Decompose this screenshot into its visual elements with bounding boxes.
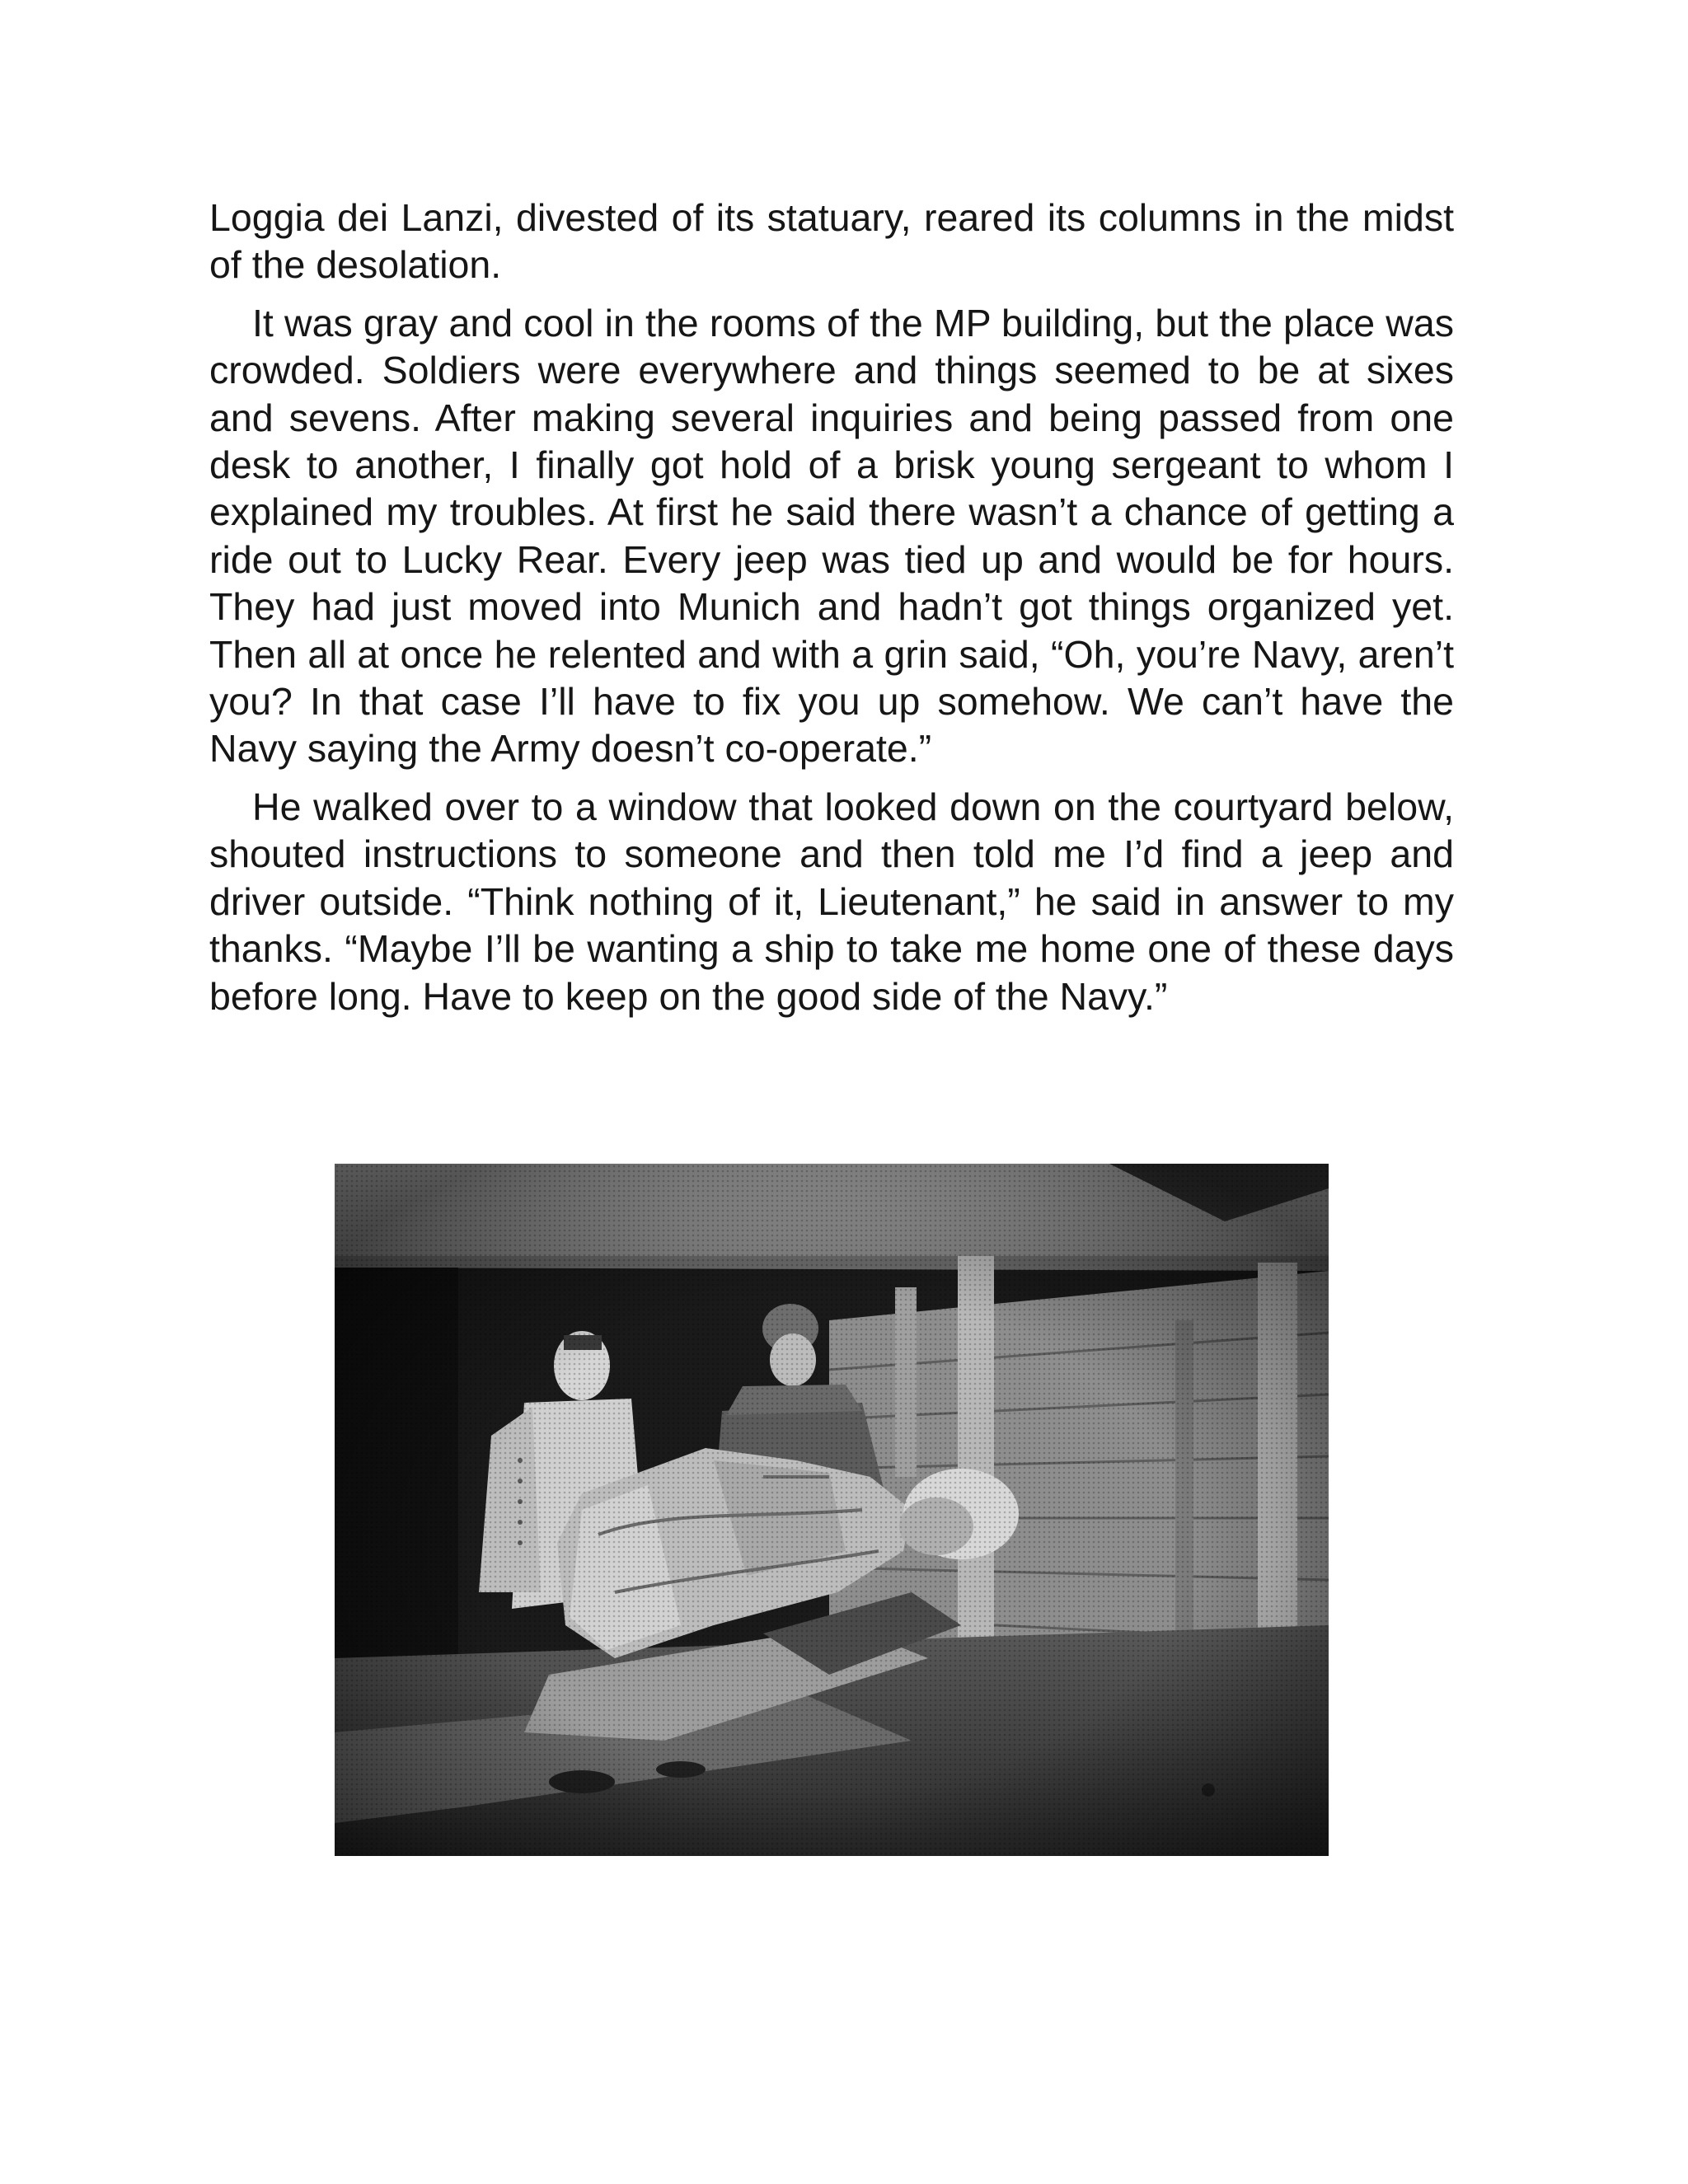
paragraph-1: Loggia dei Lanzi, divested of its statuary, reared its columns in the midst of the desolation. [209,196,1454,287]
halftone-photograph [335,1164,1329,1856]
photo-illustration [335,1164,1329,1856]
body-text [209,194,1454,1020]
paragraph-3: He walked over to a window that looked down on the courtyard below, shouted instructions to someone and then told me I’d find a jeep and driver outside. “Think nothing of it, Lieutenant,” he said in answer to my thanks. “Maybe I’ll be wanting a ship to take me home one of these days before long. Have to keep on the good side of the Navy.” [209,785,1454,1018]
paragraph-2: It was gray and cool in the rooms of the MP building, but the place was crowded. Soldiers were everywhere and things seemed to be at sixes and sevens. After making several inquiries and being passed from one desk to another, I finally got hold of a brisk young sergeant to whom I explained my troubles. At first he said there wasn’t a chance of getting a ride out to Lucky Rear. Every jeep was tied up and would be for hours. They had just moved into Munich and hadn’t got things organized yet. Then all at once he relented and with a grin said, “Oh, you’re Navy, aren’t you? In that case I’ll have to fix you up somehow. We can’t have the Navy saying the Army doesn’t co-operate.” [209,301,1454,771]
